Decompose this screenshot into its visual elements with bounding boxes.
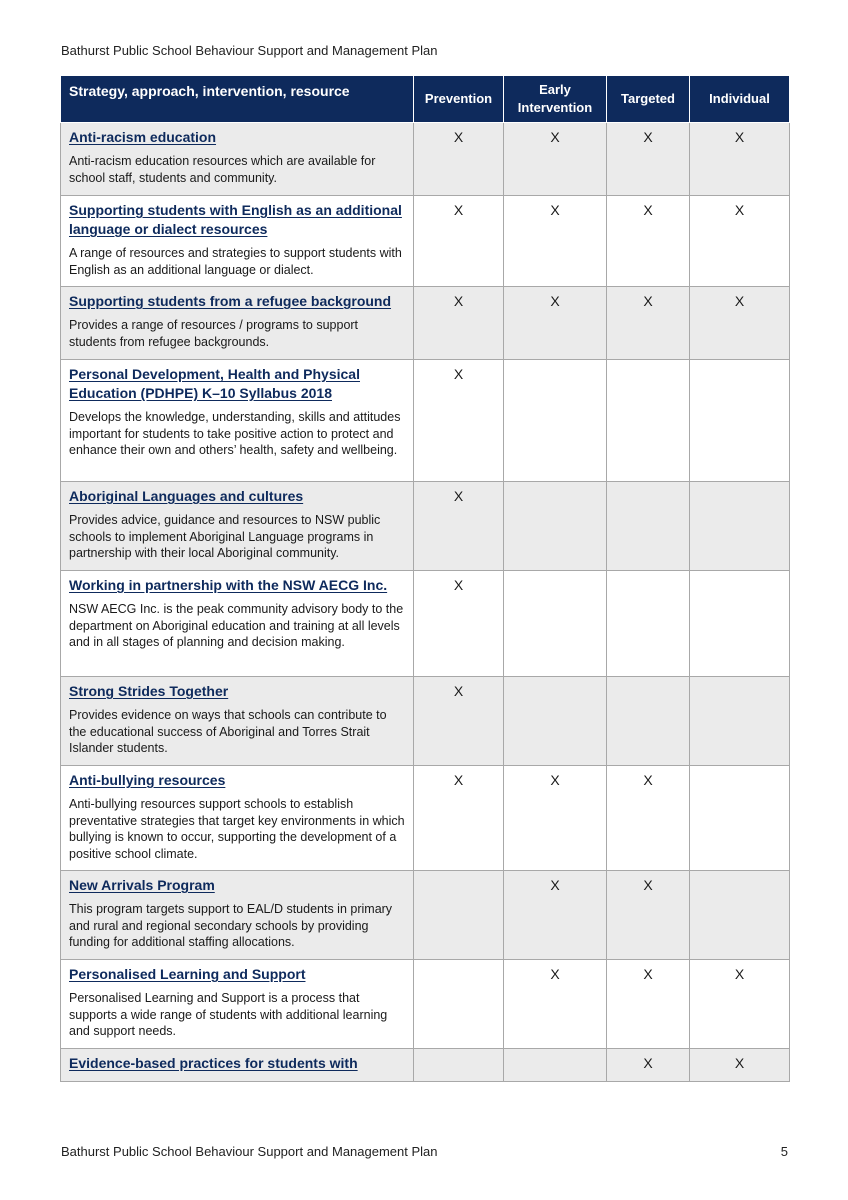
- document-footer: [61, 1144, 788, 1159]
- resource-description: Personalised Learning and Support is a process that supports a wide range of students with additional learning and support needs.: [69, 991, 388, 1038]
- individual-mark: X: [690, 287, 790, 360]
- resource-description: A range of resources and strategies to support students with English as an additional language or dialect.: [69, 246, 402, 277]
- individual-mark: [690, 360, 790, 482]
- strategy-cell: [61, 1049, 414, 1082]
- prevention-mark: X: [414, 571, 504, 677]
- individual-mark: [690, 482, 790, 571]
- strategy-cell: [61, 287, 414, 360]
- targeted-mark: X: [607, 871, 690, 960]
- resource-link[interactable]: Aboriginal Languages and cultures: [69, 488, 304, 504]
- table-row: [61, 482, 790, 571]
- strategy-cell: [61, 196, 414, 287]
- early-intervention-mark: [504, 571, 607, 677]
- strategy-cell: [61, 571, 414, 677]
- individual-mark: X: [690, 196, 790, 287]
- resource-link[interactable]: Working in partnership with the NSW AECG Inc.: [69, 577, 388, 593]
- targeted-mark: X: [607, 960, 690, 1049]
- early-intervention-mark: X: [504, 960, 607, 1049]
- targeted-mark: X: [607, 196, 690, 287]
- table-row: [61, 960, 790, 1049]
- targeted-mark: [607, 677, 690, 766]
- resource-link[interactable]: Supporting students with English as an additional language or dialect resources: [69, 202, 402, 237]
- resource-description: Develops the knowledge, understanding, skills and attitudes important for students to take positive action to protect and enhance their own and others’ health, safety and wellbeing.: [69, 410, 401, 457]
- table-row: [61, 287, 790, 360]
- page-number: 5: [780, 1144, 788, 1159]
- strategy-cell: [61, 960, 414, 1049]
- column-header-early-intervention: Early Intervention: [504, 76, 607, 123]
- table-header-row: [61, 76, 790, 123]
- individual-mark: [690, 677, 790, 766]
- table-row: [61, 571, 790, 677]
- column-header-prevention: Prevention: [414, 76, 504, 123]
- resource-description: Provides advice, guidance and resources to NSW public schools to implement Aboriginal Language programs in partnership with their local Aboriginal community.: [69, 513, 381, 560]
- prevention-mark: X: [414, 482, 504, 571]
- prevention-mark: X: [414, 360, 504, 482]
- strategy-table: [60, 75, 790, 1082]
- targeted-mark: [607, 360, 690, 482]
- prevention-mark: [414, 960, 504, 1049]
- individual-mark: [690, 871, 790, 960]
- document-header: Bathurst Public School Behaviour Support and Management Plan: [61, 43, 438, 58]
- resource-description: Anti-bullying resources support schools to establish preventative strategies that target key environments in which bullying is known to occur, supporting the development of a positive school climate.: [69, 797, 405, 861]
- targeted-mark: X: [607, 1049, 690, 1082]
- strategy-cell: [61, 482, 414, 571]
- strategy-cell: [61, 766, 414, 871]
- strategy-cell: [61, 360, 414, 482]
- resource-description: Provides evidence on ways that schools can contribute to the educational success of Aboriginal and Torres Strait Islander students.: [69, 708, 387, 755]
- individual-mark: X: [690, 1049, 790, 1082]
- early-intervention-mark: [504, 677, 607, 766]
- prevention-mark: X: [414, 123, 504, 196]
- table-row: [61, 766, 790, 871]
- early-intervention-mark: [504, 1049, 607, 1082]
- resource-link[interactable]: Personal Development, Health and Physical Education (PDHPE) K–10 Syllabus 2018: [69, 366, 360, 401]
- early-intervention-mark: X: [504, 871, 607, 960]
- resource-link[interactable]: Personalised Learning and Support: [69, 966, 306, 982]
- resource-link[interactable]: Anti-bullying resources: [69, 772, 226, 788]
- table-row: [61, 123, 790, 196]
- individual-mark: X: [690, 960, 790, 1049]
- resource-link[interactable]: Anti-racism education: [69, 129, 217, 145]
- footer-title: Bathurst Public School Behaviour Support and Management Plan: [61, 1144, 438, 1159]
- targeted-mark: X: [607, 766, 690, 871]
- prevention-mark: X: [414, 196, 504, 287]
- resource-link[interactable]: Supporting students from a refugee background: [69, 293, 392, 309]
- resource-description: NSW AECG Inc. is the peak community advisory body to the department on Aboriginal education and training at all levels and in all stages of planning and decision making.: [69, 602, 404, 649]
- strategy-cell: [61, 871, 414, 960]
- early-intervention-mark: X: [504, 287, 607, 360]
- early-intervention-mark: X: [504, 123, 607, 196]
- targeted-mark: X: [607, 123, 690, 196]
- resource-link[interactable]: Evidence-based practices for students with: [69, 1055, 358, 1071]
- table-row: [61, 196, 790, 287]
- resource-description: Anti-racism education resources which are available for school staff, students and community.: [69, 154, 376, 185]
- individual-mark: [690, 766, 790, 871]
- column-header-targeted: Targeted: [607, 76, 690, 123]
- column-header-individual: Individual: [690, 76, 790, 123]
- table-row: [61, 677, 790, 766]
- early-intervention-mark: [504, 482, 607, 571]
- individual-mark: X: [690, 123, 790, 196]
- strategy-cell: [61, 677, 414, 766]
- individual-mark: [690, 571, 790, 677]
- table-row: [61, 360, 790, 482]
- table-row: [61, 871, 790, 960]
- early-intervention-mark: X: [504, 766, 607, 871]
- prevention-mark: [414, 871, 504, 960]
- strategy-cell: [61, 123, 414, 196]
- resource-link[interactable]: New Arrivals Program: [69, 877, 215, 893]
- prevention-mark: [414, 1049, 504, 1082]
- targeted-mark: [607, 482, 690, 571]
- prevention-mark: X: [414, 677, 504, 766]
- prevention-mark: X: [414, 766, 504, 871]
- table-row: [61, 1049, 790, 1082]
- targeted-mark: [607, 571, 690, 677]
- resource-link[interactable]: Strong Strides Together: [69, 683, 229, 699]
- early-intervention-mark: [504, 360, 607, 482]
- resource-description: This program targets support to EAL/D students in primary and rural and regional secondary schools by providing funding for additional staffing allocations.: [69, 902, 393, 949]
- early-intervention-mark: X: [504, 196, 607, 287]
- resource-description: Provides a range of resources / programs to support students from refugee backgrounds.: [69, 318, 359, 349]
- prevention-mark: X: [414, 287, 504, 360]
- targeted-mark: X: [607, 287, 690, 360]
- column-header-strategy: Strategy, approach, intervention, resource: [61, 76, 414, 123]
